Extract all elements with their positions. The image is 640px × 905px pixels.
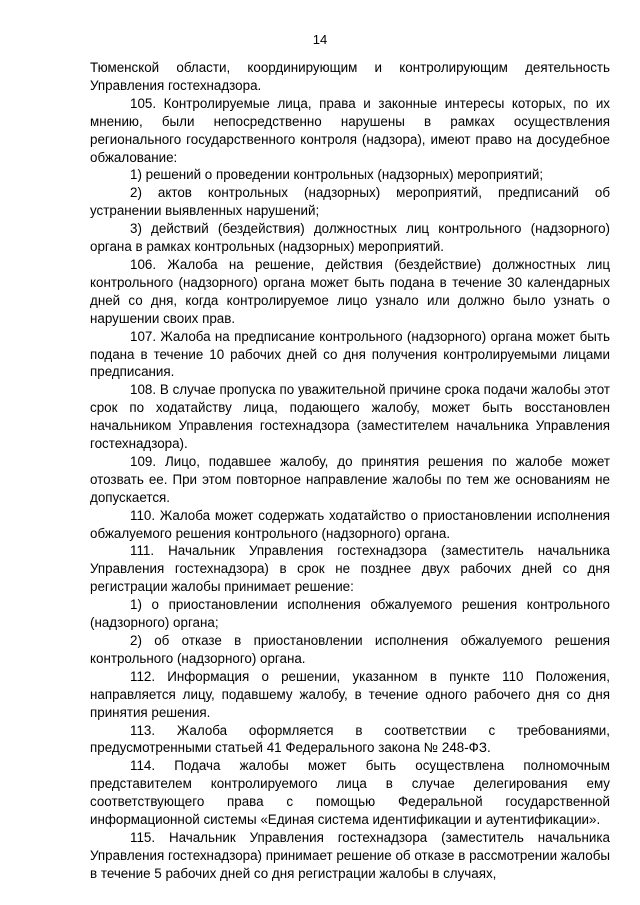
paragraph-105-item-1: 1) решений о проведении контрольных (надзорных) мероприятий;	[130, 167, 544, 183]
paragraph-112: 112. Информация о решении, указанном в пункте 110 Положения, направляется лицу, подавшему жалобу, в течение одного рабочего дня со дня принятия решения.	[90, 668, 610, 720]
paragraph-111: 111. Начальник Управления гостехнадзора (заместитель начальника Управления гостехнадзора) в срок не позднее двух рабочих дней со дня регистрации жалобы принимает решение:	[90, 543, 610, 595]
paragraph-110: 110. Жалоба может содержать ходатайство о приостановлении исполнения обжалуемого решения контрольного (надзорного) органа.	[90, 507, 610, 541]
paragraph-108: 108. В случае пропуска по уважительной причине срока подачи жалобы этот срок по ходатайству лица, подающего жалобу, может быть восстановлен начальником Управления гостехнадзора (заместителем начальника Управления гостехнадзора).	[90, 382, 610, 452]
document-body	[90, 59, 610, 883]
paragraph-113: 113. Жалоба оформляется в соответствии с требованиями, предусмотренными статьей 41 Федерального закона № 248-ФЗ.	[90, 722, 610, 756]
paragraph-115: 115. Начальник Управления гостехнадзора (заместитель начальника Управления гостехнадзора) принимает решение об отказе в рассмотрении жалобы в течение 5 рабочих дней со дня регистрации жалобы в случаях,	[90, 829, 610, 881]
paragraph-114: 114. Подача жалобы может быть осуществлена полномочным представителем контролируемого лица в случае делегирования ему соответствующего права с помощью Федеральной государственной информационной системы «Единая система идентификации и аутентификации».	[90, 758, 610, 828]
paragraph-111-item-1: 1) о приостановлении исполнения обжалуемого решения контрольного (надзорного) органа;	[90, 597, 610, 631]
paragraph-106: 106. Жалоба на решение, действия (бездействие) должностных лиц контрольного (надзорного) органа может быть подана в течение 30 календарных дней со дня, когда контролируемое лицо узнало или должно было узнать о нарушении своих прав.	[90, 256, 610, 326]
paragraph-105-item-2: 2) актов контрольных (надзорных) мероприятий, предписаний об устранении выявленных нарушений;	[90, 185, 610, 219]
paragraph-105: 105. Контролируемые лица, права и законные интересы которых, по их мнению, были непосредственно нарушены в рамках осуществления регионального государственного контроля (надзора), имеют право на досудебное обжалование:	[90, 95, 610, 165]
paragraph-107: 107. Жалоба на предписание контрольного (надзорного) органа может быть подана в течение 10 рабочих дней со дня получения контролируемыми лицами предписания.	[90, 328, 610, 380]
paragraph-continuation: Тюменской области, координирующим и контролирующим деятельность Управления гостехнадзора.	[90, 60, 610, 93]
paragraph-109: 109. Лицо, подавшее жалобу, до принятия решения по жалобе может отозвать ее. При этом повторное направление жалобы по тем же основаниям не допускается.	[90, 453, 610, 505]
paragraph-105-item-3: 3) действий (бездействия) должностных лиц контрольного (надзорного) органа в рамках контрольных (надзорных) мероприятий.	[90, 221, 610, 255]
paragraph-111-item-2: 2) об отказе в приостановлении исполнения обжалуемого решения контрольного (надзорного) органа.	[90, 633, 610, 666]
page-number: 14	[312, 32, 328, 47]
